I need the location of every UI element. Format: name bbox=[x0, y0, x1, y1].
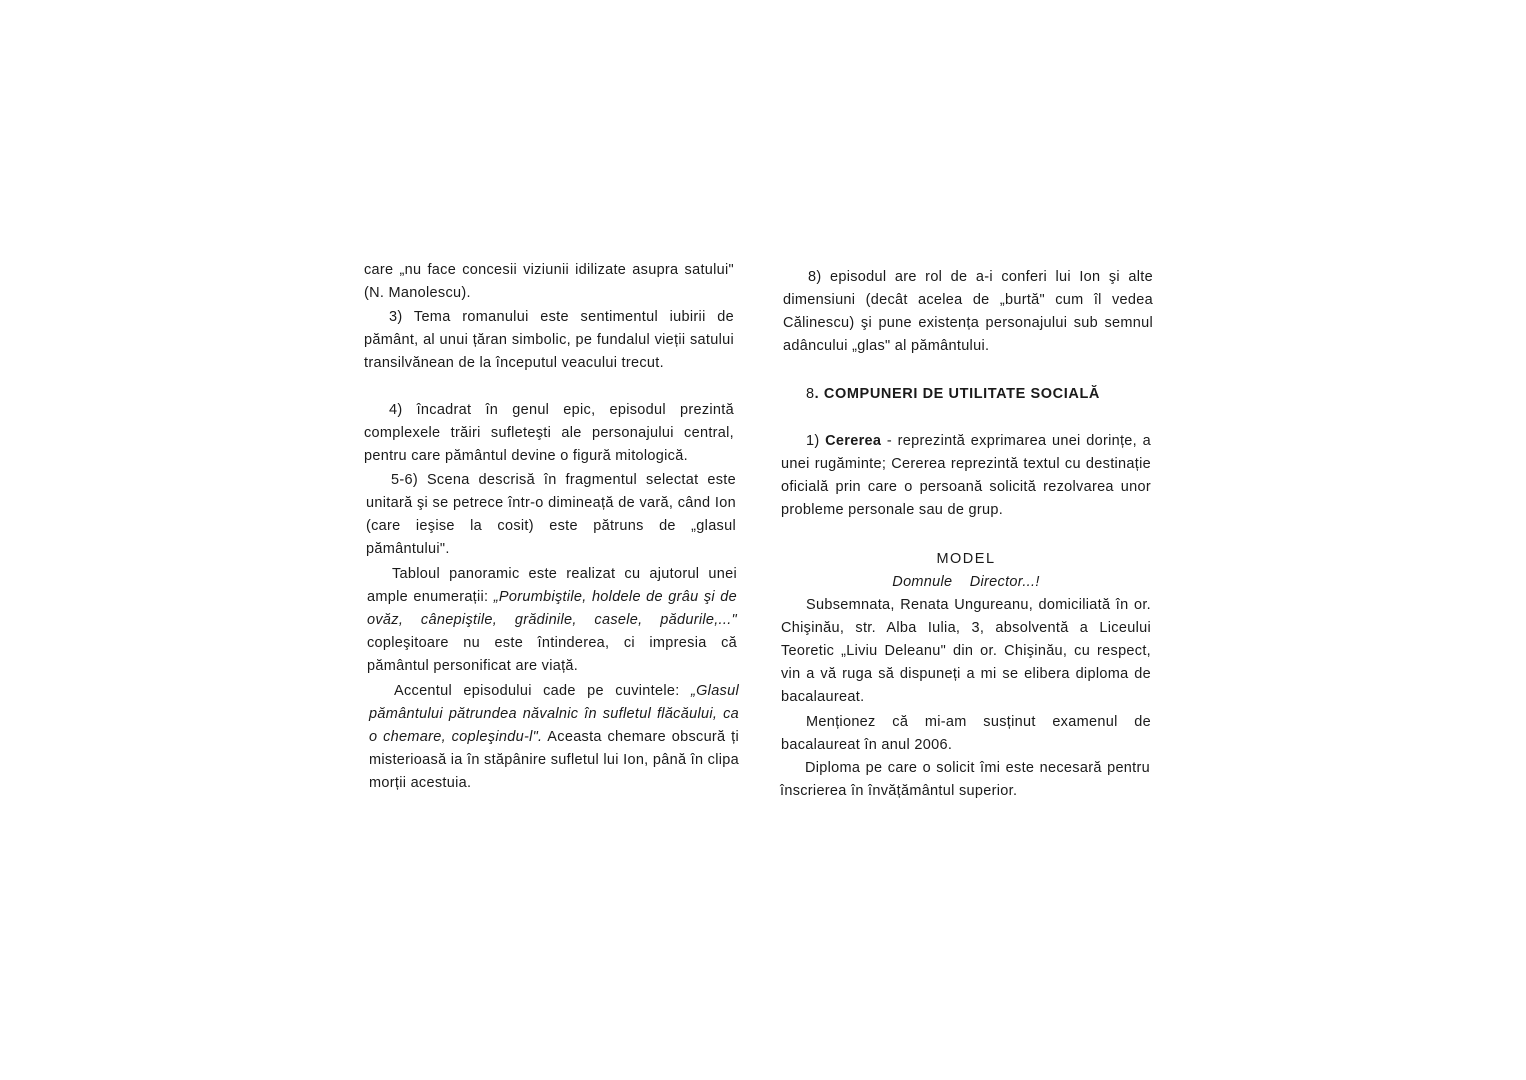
section-heading bbox=[781, 383, 1151, 406]
text: Aceasta chemare obscură ți misterioasă ia în stăpânire sufletul lui Ion, până în clipa morții acestuia. bbox=[369, 729, 739, 791]
paragraph-cererea-definition bbox=[781, 430, 1151, 522]
paragraph-accent bbox=[369, 680, 739, 795]
paragraph-scena: 5-6) Scena descrisă în fragmentul selectat este unitară şi se petrece într-o dimineață de vară, când Ion (care ieşise la cosit) este pătruns de „glasul pământului". bbox=[366, 472, 736, 557]
paragraph-tema: 3) Tema romanului este sentimentul iubirii de pământ, al unui țăran simbolic, pe fundalul vieții satului transilvănean de la începutul veacului trecut. bbox=[364, 309, 734, 371]
model-label: MODEL bbox=[936, 551, 996, 567]
heading-title: . COMPUNERI DE UTILITATE SOCIALĂ bbox=[814, 386, 1100, 402]
salutation: Domnule Director...! bbox=[892, 574, 1040, 590]
paragraph-manolescu-quote: care „nu face concesii viziunii idilizate asupra satului" (N. Manolescu). bbox=[364, 262, 734, 301]
model-paragraph-request: Subsemnata, Renata Ungureanu, domiciliată în or. Chişinău, str. Alba Iulia, 3, absolventă a Liceului Teoretic „Liviu Deleanu" din or. Chişinău, cu respect, vin a vă ruga să dispuneți a mi se elibera diploma de bacalaureat. bbox=[781, 597, 1151, 705]
model-paragraph-exam: Menționez că mi-am susținut examenul de bacalaureat în anul 2006. bbox=[781, 714, 1151, 753]
italic-quote: „Glasul pământului pătrundea năvalnic în sufletul flăcăului, ca o chemare, copleşindu-l". bbox=[369, 683, 739, 745]
model-paragraph-purpose: Diploma pe care o solicit îmi este necesară pentru înscrierea în învățământul superior. bbox=[780, 760, 1150, 799]
text: copleşitoare nu este întinderea, ci impresia că pământul personificat are viață. bbox=[367, 635, 737, 674]
paragraph-gen-epic: 4) încadrat în genul epic, episodul prezintă complexele trăiri sufleteşti ale personajului central, pentru care pământul devine o figură mitologică. bbox=[364, 402, 734, 464]
paragraph-tablou bbox=[367, 563, 737, 678]
text: 1) bbox=[806, 433, 826, 449]
heading-number: 8 bbox=[806, 386, 815, 402]
italic-quote: „Porumbiştile, holdele de grâu şi de ovăz, cânepiştile, grădinile, casele, pădurile,..." bbox=[367, 589, 737, 628]
text: - reprezintă exprimarea unei dorințe, a unei rugăminte; Cererea reprezintă textul cu destinație oficială prin care o persoană solicită rezolvarea unor probleme personale sau de grup. bbox=[781, 433, 1151, 518]
text: Accentul episodului cade pe cuvintele: bbox=[394, 683, 691, 699]
term-cererea: Cererea bbox=[825, 433, 882, 449]
text: Tabloul panoramic este realizat cu ajutorul unei ample enumerații: bbox=[367, 566, 737, 605]
paragraph-episod-rol: 8) episodul are rol de a-i conferi lui Ion şi alte dimensiuni (decât acelea de „burtă" cum îl vedea Călinescu) şi pune existența personajului sub semnul adâncului „glas" al pământului. bbox=[783, 269, 1153, 354]
